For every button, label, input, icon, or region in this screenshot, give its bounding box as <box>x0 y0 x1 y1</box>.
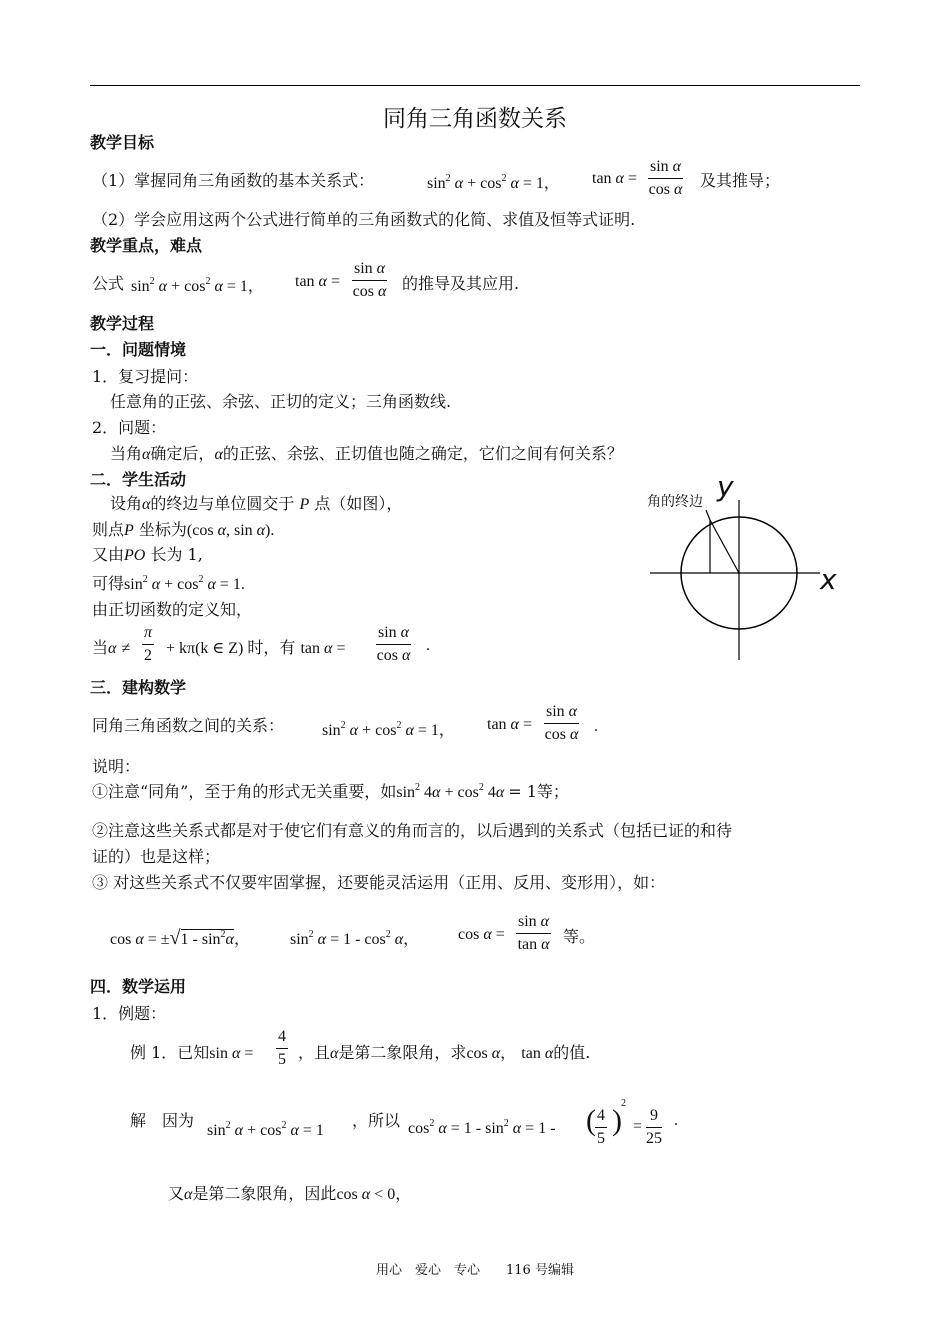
heading-part4: 四．数学运用 <box>90 977 187 996</box>
fig-y-label: y <box>717 470 734 503</box>
footer-text: 用心 爱心 专心 116 号编辑 <box>376 1263 574 1278</box>
note1: ①注意“同角”，至于角的形式无关重要，如$\sin^2 4\alpha + \cos^2 4\alpha = 1$等； <box>92 782 569 801</box>
example1-b: ，且α是第二象限角，求cos α， tan α的值. <box>298 1043 591 1062</box>
s2-line6a: 当α ≠ <box>92 638 131 657</box>
key-tan: tan α = <box>295 273 340 290</box>
goal1-tan: tan α = <box>592 170 637 187</box>
solution-calc: $\cos^2 \alpha = 1 - \sin^2 \alpha = 1$ - <box>408 1118 556 1137</box>
s2-line1: 设角α的终边与单位圆交于 P 点（如图）， <box>110 494 403 513</box>
variant-3-fraction: $\frac{\text{sin α}}{\text{tan α}}$ <box>517 913 550 953</box>
s3-text: 同角三角函数之间的关系： <box>92 716 285 735</box>
s3-period: . <box>594 718 598 735</box>
s2-line3: 又由PO 长为 1, <box>92 545 203 564</box>
goal1-formula-1: $\sin^2 \alpha + \cos^2 \alpha = 1$， <box>427 173 560 192</box>
terminal-extension <box>706 510 710 520</box>
solution-eq: = <box>633 1118 643 1135</box>
solution-b: ，所以 <box>352 1111 401 1130</box>
heading-process: 教学过程 <box>90 314 155 333</box>
right-paren: ) <box>612 1104 622 1137</box>
goal1-fraction: $\frac{\text{sin α}}{\text{cos α}}$ <box>648 158 683 198</box>
goal2-text: （2）学会应用这两个公式进行简单的三角函数式的化简、求值及恒等式证明. <box>92 210 636 229</box>
heading-part1: 一．问题情境 <box>90 340 187 359</box>
key-fraction: $\frac{\text{sin α}}{\text{cos α}}$ <box>352 260 387 300</box>
variant-3: cos α = <box>458 926 505 943</box>
header-rule <box>90 85 860 86</box>
fig-terminal-label: 角的终边 <box>647 494 703 510</box>
square-exponent: 2 <box>621 1098 626 1109</box>
key-formula-1: $\sin^2 \alpha + \cos^2 \alpha = 1$， <box>131 276 264 295</box>
s2-line6b: + kπ(k ∈ Z) 时，有 tan α = <box>166 640 346 657</box>
s2-fraction: $\frac{\text{sin α}}{\text{cos α}}$ <box>376 624 411 664</box>
note2: ②注意这些关系式都是对于使它们有意义的角而言的，以后遇到的关系式（包括已证的和待 <box>92 821 733 840</box>
s2-line2: 则点P 坐标为(cos α, sin α). <box>92 520 275 539</box>
variant-1: $\cos \alpha = \pm√1 - \sin^2\alpha$， <box>110 927 250 949</box>
goal1-text: （1）掌握同角三角函数的基本关系式： <box>92 171 375 190</box>
solution-identity: $\sin^2 \alpha + \cos^2 \alpha = 1$ <box>207 1120 324 1139</box>
note3: ③ 对这些关系式不仅要牢固掌握，还要能灵活运用（正用、反用、变形用），如： <box>92 873 666 892</box>
key-prefix: 公式 <box>92 274 125 293</box>
p1-item1-text: 任意角的正弦、余弦、正切的定义；三角函数线. <box>110 392 452 411</box>
last-line: 又α是第二象限角，因此cos α < 0， <box>168 1184 412 1203</box>
fig-x-label: x <box>820 563 837 596</box>
p1-item1: 1．复习提问： <box>92 367 199 386</box>
solution-fraction-925: $\frac{9}{25}$ <box>646 1107 662 1147</box>
key-tail: 的推导及其应用. <box>402 274 520 293</box>
note2-cont: 证的）也是这样； <box>92 847 221 866</box>
solution-period: . <box>674 1112 678 1129</box>
example1-fraction: $\frac{4}{5}$ <box>278 1028 286 1068</box>
p1-item2: 2．问题： <box>92 418 167 437</box>
goal1-tail: 及其推导； <box>700 171 781 190</box>
heading-goals: 教学目标 <box>90 133 155 152</box>
solution-a: 解 因为 <box>130 1111 195 1130</box>
s2-period: . <box>426 637 430 654</box>
page-title: 同角三角函数关系 <box>383 106 567 132</box>
s2-line4: 可得$\sin^2 \alpha + \cos^2 \alpha = 1$. <box>92 574 245 593</box>
heading-part3: 三．建构数学 <box>90 678 187 697</box>
variant-tail: 等。 <box>563 927 596 946</box>
variant-2: $\sin^2 \alpha = 1 - \cos^2 \alpha$， <box>290 929 420 948</box>
note-label: 说明： <box>92 757 141 776</box>
left-paren: ( <box>586 1104 596 1137</box>
solution-fraction-45: $\frac{4}{5}$ <box>597 1107 605 1147</box>
heading-key: 教学重点，难点 <box>90 236 203 255</box>
s2-line5: 由正切函数的定义知， <box>92 600 253 619</box>
heading-part2: 二．学生活动 <box>90 470 187 489</box>
pi-over-2: $\frac{\pi}{2}$ <box>144 624 153 664</box>
p1-item2-text: 当角α确定后，α的正弦、余弦、正切值也随之确定，它们之间有何关系？ <box>110 444 623 463</box>
s3-formula-1: $\sin^2 \alpha + \cos^2 \alpha = 1$， <box>322 720 455 739</box>
s3-tan: tan α = <box>487 716 532 733</box>
terminal-side <box>710 520 739 573</box>
p4-item1: 1．例题： <box>92 1004 167 1023</box>
s3-fraction: $\frac{\text{sin α}}{\text{cos α}}$ <box>544 703 579 743</box>
example1-a: 例 1．已知sin α = <box>130 1043 254 1062</box>
